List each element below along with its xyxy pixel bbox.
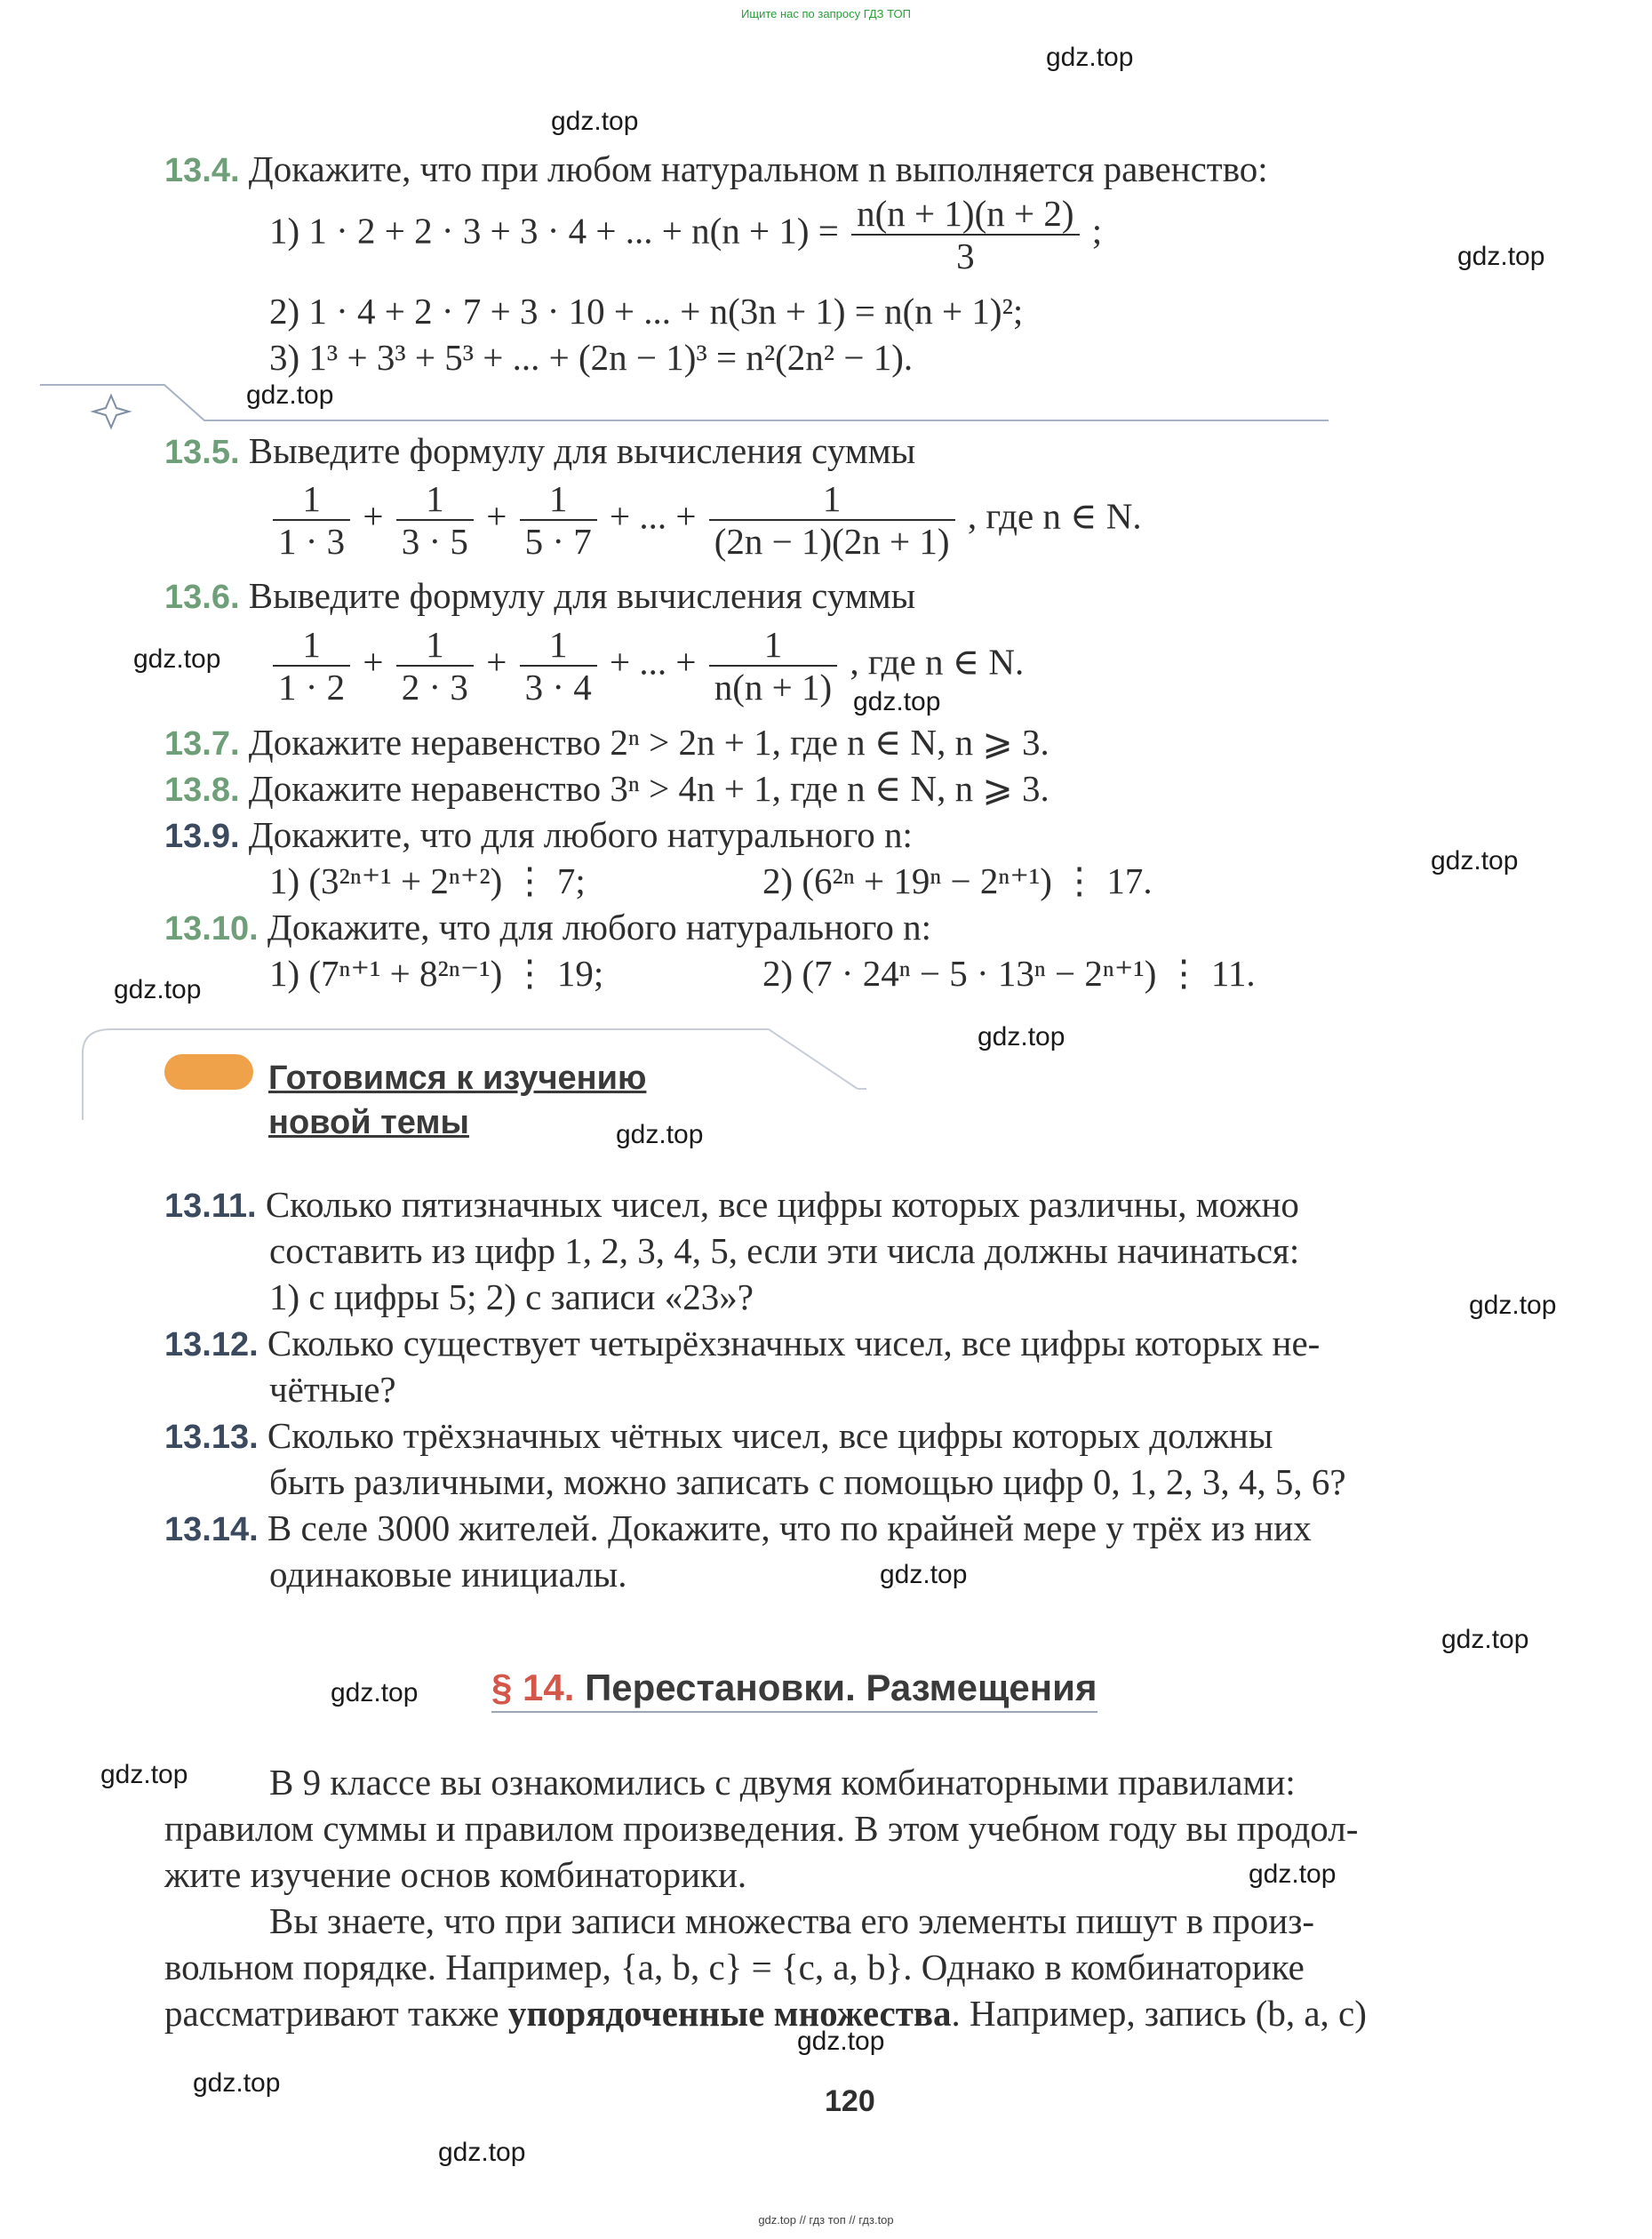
problem-13-11-line-3: 1) с цифры 5; 2) с записи «23»?: [269, 1276, 754, 1317]
problem-text: Выведите формулу для вычисления суммы: [248, 430, 916, 471]
watermark: gdz.top: [246, 380, 334, 410]
header-note: Ищите нас по запросу ГДЗ ТОП: [741, 7, 911, 20]
problem-13-9-item-2: 2) (6²ⁿ + 19ⁿ − 2ⁿ⁺¹) ⋮ 17.: [762, 860, 1153, 901]
fraction-denominator: 2 · 3: [401, 667, 468, 708]
problem-13-10-item-1: 1) (7ⁿ⁺¹ + 8²ⁿ⁻¹) ⋮ 19;: [269, 953, 604, 994]
problem-text: Сколько трёхзначных чётных чисел, все цифры которых должны: [267, 1415, 1273, 1456]
problem-text: Докажите, что при любом натуральном n выполняется равенство:: [248, 148, 1268, 189]
problem-number: 13.9.: [164, 818, 240, 855]
problem-text: Докажите, что для любого натурального n:: [248, 814, 913, 855]
fraction-numerator: 1: [709, 624, 837, 667]
section-14-p2-line-1: Вы знаете, что при записи множества его элементы пишут в произ-: [269, 1900, 1315, 1941]
formula-tail: , где n ∈ N.: [850, 641, 1025, 683]
section-number: § 14.: [491, 1667, 575, 1708]
problem-13-13-line-2: быть различными, можно записать с помощью цифр 0, 1, 2, 3, 4, 5, 6?: [269, 1461, 1346, 1502]
section-14-title: [491, 1667, 1097, 1713]
fraction-denominator: 5 · 7: [524, 521, 592, 562]
problem-13-10-item-2: 2) (7 · 24ⁿ − 5 · 13ⁿ − 2ⁿ⁺¹) ⋮ 11.: [762, 953, 1256, 994]
fraction-numerator: 1: [520, 478, 597, 521]
prep-section-title-1: Готовимся к изучению: [268, 1060, 647, 1097]
problem-13-4-item-2: 2) 1 · 4 + 2 · 7 + 3 · 10 + ... + n(3n + 1) = n(n + 1)²;: [269, 291, 1024, 332]
divider-decoration: [40, 378, 1329, 431]
problem-number: 13.6.: [164, 579, 240, 616]
problem-text: Докажите, что для любого натурального n:: [267, 907, 931, 948]
fraction-numerator: 1: [396, 478, 474, 521]
watermark: gdz.top: [1457, 242, 1545, 271]
problem-number: 13.14.: [164, 1511, 259, 1548]
problem-13-14: [164, 1506, 1312, 1552]
problem-13-10: [164, 905, 931, 951]
problem-13-12: [164, 1321, 1320, 1367]
section-14-p1-line-3: жите изучение основ комбинаторики.: [164, 1854, 747, 1895]
problem-number: 13.13.: [164, 1419, 259, 1456]
fraction: [273, 624, 350, 708]
star-icon: [93, 396, 129, 428]
watermark: gdz.top: [616, 1120, 704, 1149]
watermark: gdz.top: [193, 2068, 281, 2098]
formula-tail: , где n ∈ N.: [967, 495, 1142, 537]
section-14-p1-line-2: правилом суммы и правилом произведения. В этом учебном году вы продол-: [164, 1808, 1359, 1849]
problem-number: 13.7.: [164, 725, 240, 763]
watermark: gdz.top: [880, 1560, 968, 1589]
problem-number: 13.8.: [164, 772, 240, 809]
watermark: gdz.top: [1469, 1291, 1557, 1320]
problem-13-11: [164, 1182, 1299, 1228]
watermark: gdz.top: [114, 975, 202, 1004]
watermark: gdz.top: [133, 644, 221, 674]
problem-number: 13.11.: [164, 1187, 257, 1225]
fraction: [273, 478, 350, 562]
dots: + ... +: [609, 641, 697, 683]
fraction-numerator: 1: [396, 624, 474, 667]
watermark: gdz.top: [978, 1022, 1065, 1052]
watermark: gdz.top: [100, 1760, 188, 1789]
problem-13-11-line-2: составить из цифр 1, 2, 3, 4, 5, если эти числа должны начинаться:: [269, 1230, 1300, 1271]
problem-13-9: [164, 812, 913, 859]
badge-icon: [164, 1054, 253, 1090]
fraction-denominator: 1 · 2: [278, 667, 346, 708]
problem-13-4-item-1: [269, 193, 1102, 276]
problem-text: Докажите неравенство 2ⁿ > 2n + 1, где n ∈ N, n ⩾ 3.: [248, 722, 1049, 763]
problem-13-4-item-3: 3) 1³ + 3³ + 5³ + ... + (2n − 1)³ = n²(2n² − 1).: [269, 337, 914, 378]
fraction-denominator: 3 · 5: [401, 521, 468, 562]
watermark: gdz.top: [331, 1678, 419, 1707]
problem-13-5: [164, 428, 915, 475]
fraction-numerator: 1: [273, 478, 350, 521]
problem-13-4: [164, 147, 1268, 193]
fraction-denominator: (2n − 1)(2n + 1): [714, 521, 950, 562]
fraction-denominator: n(n + 1): [714, 667, 833, 708]
fraction-denominator: 1 · 3: [278, 521, 346, 562]
section-14-p2-line-3: [164, 1991, 1367, 2035]
text-run: . Например, запись (b, a, c): [951, 1993, 1367, 2034]
problem-13-6: [164, 573, 915, 620]
problem-13-12-line-2: чётные?: [269, 1369, 396, 1410]
footer-note: gdz.top // гдз топ // гдз.top: [758, 2213, 894, 2227]
plus-sign: +: [486, 495, 507, 537]
watermark: gdz.top: [551, 107, 639, 136]
fraction-denominator: 3 · 4: [524, 667, 592, 708]
fraction: [709, 624, 837, 708]
watermark: gdz.top: [438, 2138, 526, 2167]
plus-sign: +: [486, 641, 507, 683]
fraction: [396, 624, 474, 708]
problem-13-13: [164, 1413, 1273, 1459]
fraction-numerator: 1: [709, 478, 955, 521]
watermark: gdz.top: [1046, 43, 1134, 72]
watermark: gdz.top: [1441, 1625, 1529, 1654]
item-end: ;: [1091, 210, 1103, 252]
watermark: gdz.top: [853, 687, 941, 716]
fraction-denominator: 3: [956, 236, 975, 276]
problem-number: 13.12.: [164, 1326, 259, 1363]
problem-number: 13.4.: [164, 152, 240, 189]
section-title: Перестановки. Размещения: [585, 1667, 1097, 1708]
plus-sign: +: [363, 641, 384, 683]
fraction: [520, 624, 597, 708]
problem-text: Сколько пятизначных чисел, все цифры которых различны, можно: [265, 1184, 1299, 1225]
dots: + ... +: [609, 495, 697, 537]
problem-13-8: [164, 766, 1049, 812]
page-number: 120: [825, 2084, 875, 2118]
item-lhs: 1) 1 · 2 + 2 · 3 + 3 · 4 + ... + n(n + 1) =: [269, 210, 839, 252]
fraction: [851, 193, 1079, 276]
plus-sign: +: [363, 495, 384, 537]
fraction: [396, 478, 474, 562]
problem-text: Сколько существует четырёхзначных чисел, все цифры которых не-: [267, 1323, 1321, 1363]
fraction-numerator: 1: [520, 624, 597, 667]
fraction-numerator: 1: [273, 624, 350, 667]
problem-number: 13.10.: [164, 910, 259, 948]
problem-13-6-formula: [269, 624, 1024, 708]
watermark: gdz.top: [1431, 846, 1519, 876]
problem-13-7: [164, 720, 1049, 766]
watermark: gdz.top: [1249, 1859, 1337, 1889]
fraction: [520, 478, 597, 562]
problem-number: 13.5.: [164, 434, 240, 471]
section-14-p2-line-2: вольном порядке. Например, {a, b, c} = {c, a, b}. Однако в комбинаторике: [164, 1947, 1305, 1987]
problem-13-9-item-1: 1) (3²ⁿ⁺¹ + 2ⁿ⁺²) ⋮ 7;: [269, 860, 586, 901]
bold-term: упорядоченные множества: [507, 1993, 952, 2034]
section-14-p1-line-1: В 9 классе вы ознакомились с двумя комбинаторными правилами:: [269, 1762, 1296, 1803]
problem-13-5-formula: [269, 478, 1142, 562]
watermark: gdz.top: [797, 2027, 885, 2056]
problem-text: Выведите формулу для вычисления суммы: [248, 575, 916, 616]
problem-text: Докажите неравенство 3ⁿ > 4n + 1, где n ∈ N, n ⩾ 3.: [248, 768, 1049, 809]
fraction: [709, 478, 955, 562]
problem-13-14-line-2: одинаковые инициалы.: [269, 1554, 627, 1595]
prep-section-title-2: новой темы: [268, 1104, 469, 1141]
problem-text: В селе 3000 жителей. Докажите, что по крайней мере у трёх из них: [267, 1507, 1312, 1548]
fraction-numerator: n(n + 1)(n + 2): [851, 193, 1079, 236]
text-run: рассматривают также: [164, 1993, 499, 2034]
